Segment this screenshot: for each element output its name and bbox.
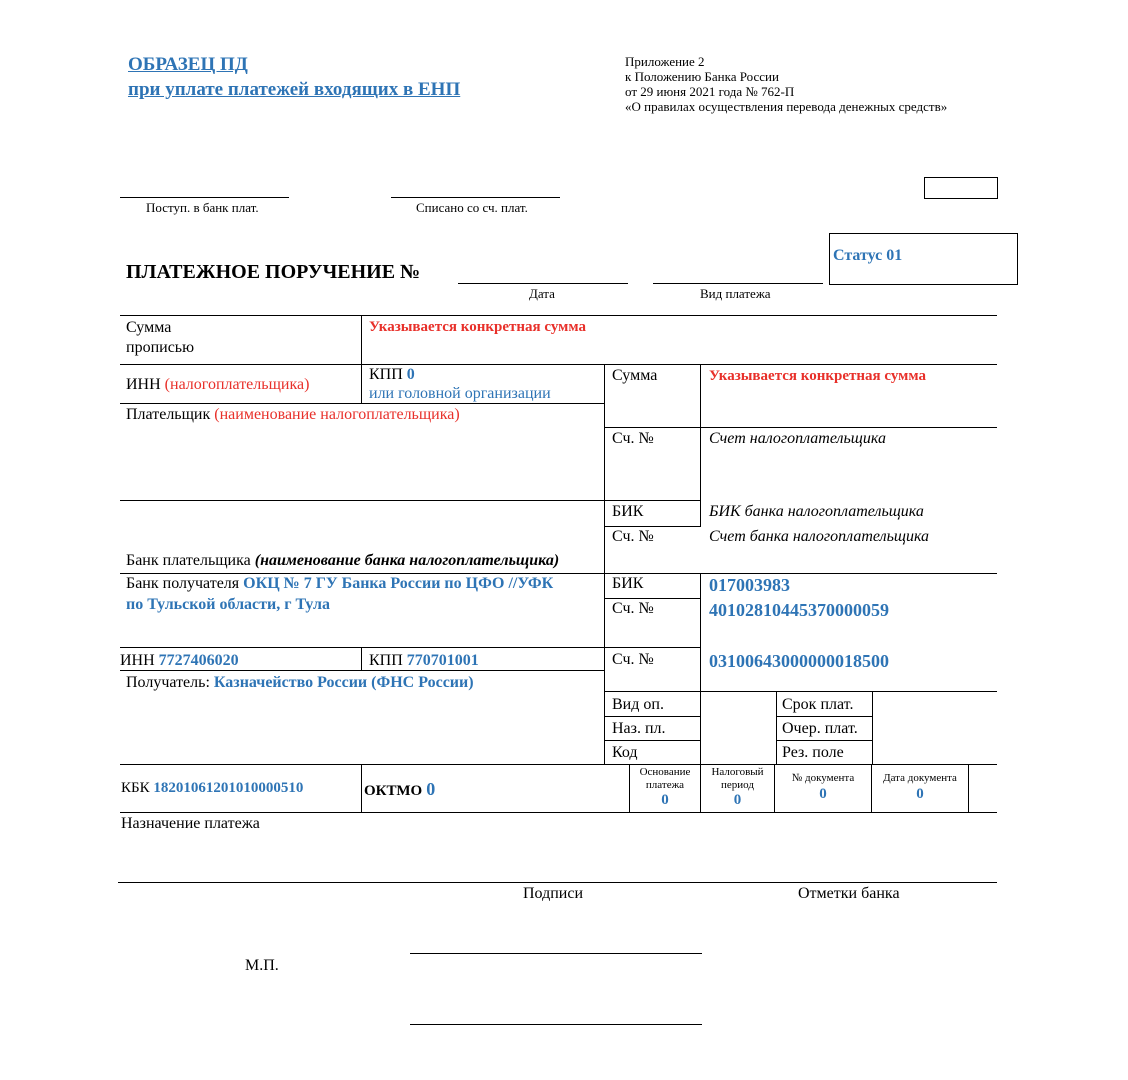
stamp-label: М.П. [245, 957, 279, 974]
signatures-label: Подписи [523, 885, 584, 902]
payer-name-value: (наименование налогоплательщика) [214, 406, 460, 423]
kbk [121, 780, 303, 797]
payer-bank [126, 552, 559, 570]
grid-line [604, 364, 605, 647]
recipient-bank-label: Банк получателя [126, 575, 240, 592]
recipient-name [126, 674, 474, 692]
docnum-value: 0 [819, 786, 827, 802]
grid-line [776, 740, 872, 741]
amount-label: Сумма [612, 367, 658, 384]
form-code-box [924, 177, 998, 199]
grid-line [700, 573, 701, 647]
recipient-bank-value: ОКЦ № 7 ГУ Банка России по ЦФО //УФК [243, 575, 554, 592]
date-label: Дата [529, 286, 555, 301]
docdate-cell [871, 772, 969, 804]
kbk-label: КБК [121, 780, 150, 796]
signature-line[interactable] [410, 1024, 702, 1025]
grid-line [604, 526, 700, 527]
debited-line [391, 197, 560, 198]
grid-line [120, 403, 604, 404]
amount-words-label-line: Сумма [126, 319, 172, 336]
oktmo-label: ОКТМО [364, 783, 423, 799]
recipient-bank [126, 575, 553, 593]
bank-marks-label: Отметки банка [798, 885, 900, 902]
docnum-cell [774, 772, 872, 804]
recipient-account-value: 03100643000000018500 [709, 651, 889, 671]
payer-bik-value: БИК банка налогоплательщика [709, 503, 924, 520]
status-text: Статус 01 [833, 247, 903, 264]
basis-cell [629, 766, 701, 809]
grid-line [700, 364, 701, 527]
grid-line [120, 573, 997, 574]
payer-bank-account-label: Сч. № [612, 528, 654, 545]
recipient-kpp [369, 652, 479, 670]
recipient-inn [120, 652, 239, 670]
grid-line [700, 691, 701, 764]
grid-line [604, 647, 605, 764]
recipient-bank-account-value: 40102810445370000059 [709, 600, 889, 620]
recipient-inn-value: 7727406020 [158, 652, 239, 669]
period-label: Налоговый [711, 766, 764, 778]
recipient-account-label: Сч. № [612, 651, 654, 668]
recipient-bank-account-label: Сч. № [612, 600, 654, 617]
payer-kpp-note: или головной организации [369, 385, 551, 402]
basis-label: Основание [639, 766, 691, 778]
sample-title: ОБРАЗЕЦ ПД [128, 54, 248, 75]
basis-label: платежа [645, 779, 685, 791]
grid-line [361, 364, 362, 404]
period-label: период [721, 779, 754, 791]
amount-words-value: Указывается конкретная сумма [369, 319, 586, 335]
status-box [829, 233, 1018, 285]
grid-line [604, 691, 997, 692]
recipient-bank-value-line2: по Тульской области, г Тула [126, 596, 330, 613]
reserve-label: Рез. поле [782, 744, 844, 761]
payer-account-label: Сч. № [612, 430, 654, 447]
recipient-inn-label: ИНН [120, 652, 155, 669]
payment-type-line [653, 283, 823, 284]
recipient-bik-label: БИК [612, 575, 644, 592]
grid-line [604, 740, 700, 741]
debited-label: Списано со сч. плат. [416, 200, 528, 215]
payer-bank-account-value: Счет банка налогоплательщика [709, 528, 930, 545]
payer-inn [126, 376, 309, 394]
date-line [458, 283, 628, 284]
payer-bank-value: (наименование банка налогоплательщика) [254, 552, 560, 569]
grid-line [120, 364, 997, 365]
grid-line [118, 882, 997, 883]
payer-account-value: Счет налогоплательщика [709, 430, 886, 447]
grid-line [120, 647, 700, 648]
payment-type-label: Вид платежа [700, 286, 771, 301]
payer-kpp [369, 366, 415, 384]
oktmo-value: 0 [426, 779, 436, 799]
amount-words-label [126, 318, 194, 358]
grid-line [120, 812, 997, 813]
payer-kpp-value: 0 [406, 366, 415, 383]
payer-name [126, 406, 460, 424]
priority-label: Очер. плат. [782, 720, 858, 737]
kbk-value: 18201061201010000510 [153, 780, 304, 796]
grid-line [872, 691, 873, 764]
appendix-line: от 29 июня 2021 года № 762-П [625, 84, 795, 99]
payer-inn-label: ИНН [126, 376, 161, 393]
appendix-line: Приложение 2 [625, 54, 705, 69]
purpose-type-label: Наз. пл. [612, 720, 666, 737]
period-value: 0 [733, 792, 742, 808]
recipient-name-value: Казначейство России (ФНС России) [213, 674, 474, 691]
grid-line [604, 716, 700, 717]
amount-value: Указывается конкретная сумма [709, 368, 926, 384]
payer-kpp-label: КПП [369, 366, 403, 383]
due-label: Срок плат. [782, 696, 854, 713]
recipient-bik-value: 017003983 [709, 575, 790, 595]
grid-line [604, 598, 700, 599]
received-line [120, 197, 289, 198]
grid-line [361, 764, 362, 812]
payer-bank-label: Банк плательщика [126, 552, 251, 569]
grid-line [700, 647, 701, 692]
page-title: ПЛАТЕЖНОЕ ПОРУЧЕНИЕ № [126, 261, 421, 283]
grid-line [361, 315, 362, 365]
appendix-line: к Положению Банка России [625, 69, 779, 84]
recipient-kpp-value: 770701001 [406, 652, 479, 669]
appendix-block [625, 54, 947, 114]
docdate-value: 0 [916, 786, 924, 802]
appendix-line: «О правилах осуществления перевода денежных средств» [625, 99, 948, 114]
docdate-label: Дата документа [883, 772, 957, 784]
amount-words-label-line: прописью [126, 339, 195, 356]
code-label: Код [612, 744, 638, 761]
docnum-label: № документа [791, 772, 855, 784]
grid-line [120, 500, 700, 501]
payer-name-label: Плательщик [126, 406, 211, 423]
grid-line [120, 315, 997, 316]
recipient-name-label: Получатель: [126, 674, 210, 691]
period-cell [700, 766, 775, 809]
grid-line [361, 647, 362, 670]
purpose-label: Назначение платежа [121, 815, 260, 832]
op-type-label: Вид оп. [612, 696, 664, 713]
grid-line [120, 764, 997, 765]
payer-inn-value: (налогоплательщика) [164, 376, 310, 393]
basis-value: 0 [661, 792, 669, 808]
oktmo [364, 779, 435, 800]
payer-bik-label: БИК [612, 503, 644, 520]
grid-line [120, 670, 604, 671]
grid-line [776, 716, 872, 717]
received-label: Поступ. в банк плат. [146, 200, 259, 215]
sample-subtitle: при уплате платежей входящих в ЕНП [128, 79, 461, 100]
grid-line [776, 691, 777, 764]
recipient-kpp-label: КПП [369, 652, 403, 669]
grid-line [604, 427, 997, 428]
signature-line[interactable] [410, 953, 702, 954]
